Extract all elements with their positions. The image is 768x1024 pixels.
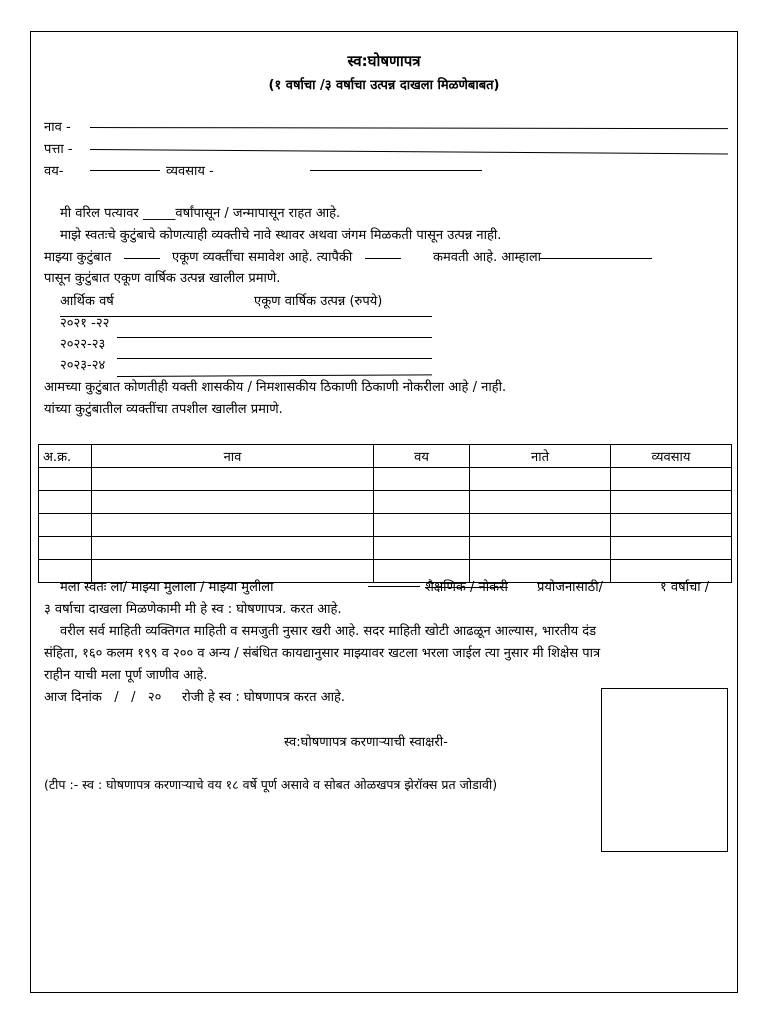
family-details-table [38,444,732,583]
table-cell[interactable] [470,537,611,560]
purpose-education-job: शैक्षणिक / नोकरी [425,580,508,595]
table-cell[interactable] [611,514,732,537]
table-cell[interactable] [470,491,611,514]
income-col-amount: एकूण वार्षिक उत्पन्न (रुपये) [254,294,383,309]
table-cell[interactable] [92,537,374,560]
family-members-text: एकूण व्यक्तींचा समावेश आहे. त्यापैकी [172,250,353,265]
photo-box [601,688,728,852]
table-row [39,468,732,491]
income-year-2: २०२२-२३ [60,337,106,352]
document-subtitle: (१ वर्षाचा /३ वर्षाचा उत्पन्न दाखला मिळणेबाबत) [268,78,500,93]
purpose-three-year: ३ वर्षाचा दाखला मिळणेकामी मी हे स्व : घोषणापत्र. करत आहे. [44,602,342,617]
table-cell[interactable] [39,468,92,491]
table-cell[interactable] [92,514,374,537]
date-line: आज दिनांक / / २० रोजी हे स्व : घोषणापत्र करत आहे. [44,690,346,705]
header-serial: अ.क्र. [39,445,92,468]
income-year-1: २०२१ -२२ [60,316,110,331]
table-row [39,537,732,560]
header-occupation: व्यवसाय [611,445,732,468]
table-row [39,491,732,514]
occupation-field[interactable] [310,170,482,171]
family-details-intro: यांच्या कुटुंबातील व्यक्तींचा तपशील खालील प्रमाणे. [44,402,283,417]
no-property-statement: माझे स्वतःचे कुटुंबाचे कोणत्याही व्यक्तीचे नावे स्थावर अथवा जंगम मिळकती पासून उत्पन्न नाही. [60,228,502,243]
residence-statement: मी वरिल पत्यावर _____वर्षांपासून / जन्मापासून राहत आहे. [60,206,341,221]
family-table-header-row [39,445,732,468]
table-cell[interactable] [92,491,374,514]
table-cell[interactable] [611,468,732,491]
family-count-field[interactable] [124,258,160,259]
age-label: वय- [44,164,64,179]
income-amount-field-2[interactable] [117,358,432,359]
table-cell[interactable] [39,537,92,560]
purpose-text: प्रयोजनासाठी/ [537,580,603,595]
income-col-year: आर्थिक वर्ष [60,294,114,309]
table-cell[interactable] [374,468,470,491]
table-cell[interactable] [92,468,374,491]
employment-statement: आमच्या कुटुंबात कोणतीही यक्ती शासकीय / निमशासकीय ठिकाणी ठिकाणी नोकरीला आहे / नाही. [44,380,507,395]
table-cell[interactable] [39,491,92,514]
table-cell[interactable] [374,491,470,514]
purpose-one-year: १ वर्षाचा / [660,580,710,595]
income-source-field[interactable] [540,258,652,259]
purpose-blank-field[interactable] [368,586,420,587]
age-field[interactable] [90,170,160,171]
family-count-label: माझ्या कुटुंबात [44,250,112,265]
declaration-line-3: राहीन याची मला पूर्ण जाणीव आहे. [44,668,208,683]
declaration-line-1: वरील सर्व माहिती व्यक्तिगत माहिती व समजुती नुसार खरी आहे. सदर माहिती खोटी आढळून आल्यास, भारतीय दंड [60,624,597,639]
header-name: नाव [92,445,374,468]
income-year-3: २०२३-२४ [60,358,106,373]
table-cell[interactable] [470,514,611,537]
table-cell[interactable] [470,468,611,491]
header-relation: नाते [470,445,611,468]
document-title: स्व:घोषणापत्र [347,52,421,70]
address-label: पत्ता - [44,142,73,157]
table-cell[interactable] [39,514,92,537]
signature-label: स्व:घोषणापत्र करणाऱ्याची स्वाक्षरी- [284,735,448,750]
note-text: (टीप :- स्व : घोषणापत्र करणाऱ्याचे वय १८ वर्षे पूर्ण असावे व सोबत ओळखपत्र झेरॉक्स प्रत जोडावी) [44,777,498,792]
header-age: वय [374,445,470,468]
table-cell[interactable] [374,514,470,537]
occupation-label: व्यवसाय - [166,164,214,179]
table-cell[interactable] [374,537,470,560]
income-header-rule [60,316,432,317]
table-cell[interactable] [611,491,732,514]
table-row [39,514,732,537]
table-cell[interactable] [611,537,732,560]
family-income-text: पासून कुटुंबात एकूण वार्षिक उत्पन्न खालील प्रमाणे. [44,271,281,286]
name-label: नाव - [44,120,71,135]
purpose-self-child: मला स्वतः ला/ माझ्या मुलाला / माझ्या मुलीला [60,580,274,595]
declaration-line-2: संहिता, १६० कलम १९९ व २०० व अन्य / संबंधित कायद्यानुसार माझ्यावर खटला भरला जाईल त्या नुसार मी शिक्षेस पात्र [44,646,601,661]
income-amount-field-1[interactable] [117,337,432,338]
earning-count-field[interactable] [365,258,401,259]
earning-members-text: कमवती आहे. आम्हाला [433,250,542,265]
